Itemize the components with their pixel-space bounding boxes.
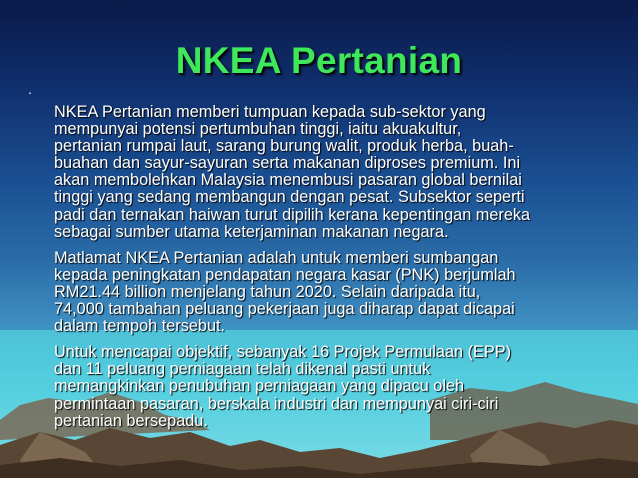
text-line: pertanian bersepadu. bbox=[54, 411, 208, 430]
text-line: 74,000 tambahan peluang pekerjaan juga diharap dapat dicapai bbox=[54, 300, 515, 319]
text-line: sebagai sumber utama keterjaminan makanan negara. bbox=[54, 222, 449, 241]
text-line: pertanian rumpai laut, sarang burung walit, produk herba, buah- bbox=[54, 137, 514, 156]
text-line: Untuk mencapai objektif, sebanyak 16 Projek Permulaan (EPP) bbox=[54, 343, 512, 362]
text-line: dan 11 peluang perniagaan telah dikenal pasti untuk bbox=[54, 360, 431, 379]
text-line: Matlamat NKEA Pertanian adalah untuk memberi sumbangan bbox=[54, 248, 499, 267]
text-line: akan membolehkan Malaysia menembusi pasaran global bernilai bbox=[54, 171, 522, 190]
text-line: NKEA Pertanian memberi tumpuan kepada sub-sektor yang bbox=[54, 103, 486, 121]
text-line: mempunyai potensi pertumbuhan tinggi, iaitu akuakultur, bbox=[54, 120, 462, 139]
text-line: permintaan pasaran, berskala industri dan mempunyai ciri-ciri bbox=[54, 394, 499, 413]
slide-title: NKEA Pertanian bbox=[175, 40, 463, 81]
text-line: padi dan ternakan haiwan turut dipilih kerana kepentingan mereka bbox=[54, 205, 531, 224]
paragraph-focus bbox=[54, 104, 602, 241]
text-line: dalam tempoh tersebut. bbox=[54, 317, 226, 336]
stray-bullet: . bbox=[28, 81, 32, 97]
text-line: kepada peningkatan pendapatan negara kasar (PNK) berjumlah bbox=[54, 265, 516, 284]
paragraph-objective bbox=[54, 344, 602, 429]
paragraph-goal bbox=[54, 250, 602, 335]
slide-body bbox=[54, 104, 602, 439]
text-line: buahan dan sayur-sayuran serta makanan diproses premium. Ini bbox=[54, 154, 521, 173]
text-line: tinggi yang sedang membangun dengan pesat. Subsektor seperti bbox=[54, 188, 525, 207]
text-line: RM21.44 billion menjelang tahun 2020. Selain daripada itu, bbox=[54, 282, 481, 301]
text-line: memangkinkan penubuhan perniagaan yang dipacu oleh bbox=[54, 377, 465, 396]
